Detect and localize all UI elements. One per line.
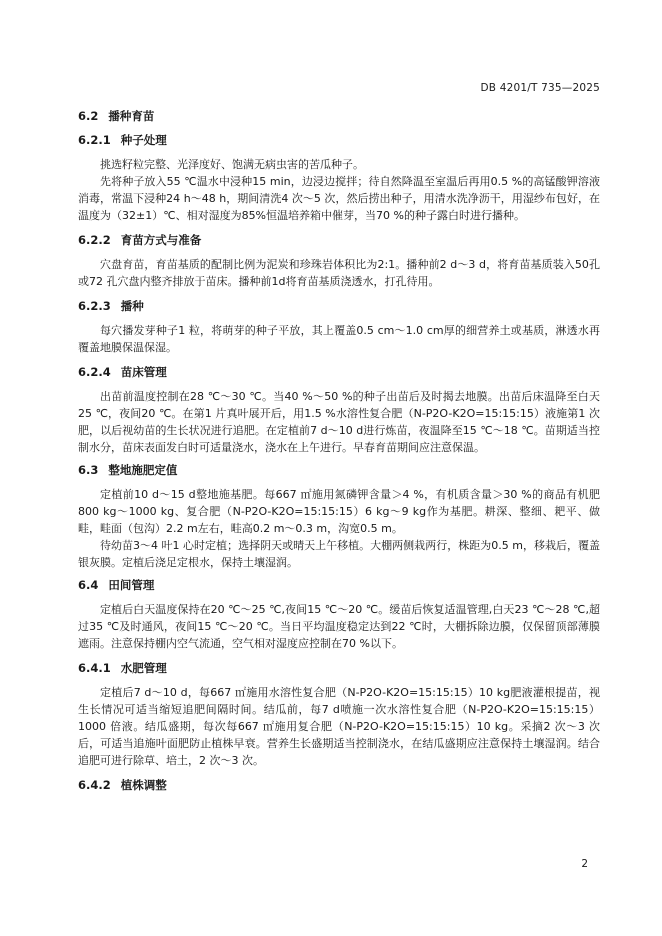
- section-title: 整地施肥定值: [108, 463, 178, 477]
- section-heading: [78, 577, 600, 593]
- section-title: 种子处理: [120, 133, 167, 147]
- paragraph: 挑选籽粒完整、光泽度好、饱满无病虫害的苦瓜种子。: [100, 158, 364, 171]
- paragraph: 每穴播发芽种子1 粒，将萌芽的种子平放，其上覆盖0.5 cm～1.0 cm厚的细营养土或基质，淋透水再覆盖地膜保温保湿。: [78, 324, 600, 354]
- section-heading: [78, 132, 600, 148]
- section-title: 育苗方式与准备: [120, 233, 202, 247]
- paragraph: 先将种子放入55 ℃温水中浸种15 min，边浸边搅拌；待自然降温至室温后再用0.5 %的高锰酸钾溶液消毒，常温下浸种24 h～48 h，期间清洗4 次～5 次，然后捞出种子，用清水洗净沥干，用湿纱布包好，在温度为（32±1）℃、相对湿度为85%恒温培养箱中催芽，当70 %的种子露白时进行播种。: [78, 175, 600, 222]
- section-number: 6.2: [78, 109, 99, 123]
- section-number: 6.2.3: [78, 299, 111, 313]
- section-number: 6.4: [78, 578, 99, 592]
- section-number: 6.4.2: [78, 778, 111, 792]
- section-title: 植株调整: [120, 778, 167, 792]
- section-6-3: [78, 462, 600, 571]
- section-heading: [78, 777, 600, 793]
- paragraph: 出苗前温度控制在28 ℃～30 ℃。当40 %～50 %的种子出苗后及时揭去地膜。出苗后床温降至白天25 ℃，夜间20 ℃。在第1 片真叶展开后，用1.5 %水溶性复合肥（N-P2O-K2O=15:15:15）液施第1 次肥，以后视幼苗的生长状况进行追肥。在定植前7 d～10 d进行炼苗，夜温降至15 ℃～18 ℃。苗期适当控制水分，苗床表面发白时可适量浇水，浇水在上午进行。早春育苗期间应注意保温。: [78, 390, 600, 454]
- section-heading: [78, 108, 600, 124]
- paragraph: 定植前10 d～15 d整地施基肥。每667 ㎡施用氮磷钾含量＞4 %，有机质含量＞30 %的商品有机肥800 kg～1000 kg、复合肥（N-P2O-K2O=15:15:15）6 kg～9 kg作为基肥。耕深、整细、耙平、做畦，畦面（包沟）2.2 m左右，畦高0.2 m～0.3 m，沟宽0.5 m。: [78, 488, 600, 535]
- section-6-2-4: [78, 364, 600, 456]
- paragraph: 穴盘育苗，育苗基质的配制比例为泥炭和珍珠岩体积比为2:1。播种前2 d～3 d，将育苗基质装入50孔或72 孔穴盘内整齐排放于苗床。播种前1d将育苗基质浇透水，打孔待用。: [78, 258, 600, 288]
- section-title: 田间管理: [108, 578, 155, 592]
- section-heading: [78, 364, 600, 380]
- section-heading: [78, 660, 600, 676]
- section-title: 播种育苗: [108, 109, 155, 123]
- section-number: 6.2.2: [78, 233, 111, 247]
- section-6-4-2: [78, 777, 600, 793]
- section-6-4-1: [78, 660, 600, 769]
- paragraph: 待幼苗3～4 叶1 心时定植；选择阴天或晴天上午移植。大棚两侧栽两行，株距为0.5 m，移栽后，覆盖银灰膜。定植后浇足定根水，保持土壤湿润。: [78, 539, 600, 569]
- section-6-2-2: [78, 232, 600, 290]
- section-heading: [78, 232, 600, 248]
- paragraph: 定植后白天温度保持在20 ℃～25 ℃,夜间15 ℃～20 ℃。缓苗后恢复适温管理,白天23 ℃～28 ℃,超过35 ℃及时通风，夜间15 ℃～20 ℃。当日平均温度稳定达到22 ℃时，大棚拆除边膜，仅保留顶部薄膜遮雨。注意保持棚内空气流通，空气相对湿度应控制在70 %以下。: [78, 603, 600, 650]
- section-number: 6.2.4: [78, 365, 111, 379]
- section-heading: [78, 462, 600, 478]
- section-heading: [78, 298, 600, 314]
- section-6-2: [78, 108, 600, 124]
- document-body: [78, 102, 600, 801]
- section-6-2-1: [78, 132, 600, 224]
- paragraph: 定植后7 d～10 d，每667 ㎡施用水溶性复合肥（N-P2O-K2O=15:15:15）10 kg肥液灌根提苗，视生长情况可适当缩短追肥间隔时间。结瓜前，每7 d喷施一次水溶性复合肥（N-P2O-K2O=15:15:15）1000 倍液。结瓜盛期，每次每667 ㎡施用复合肥（N-P2O-K2O=15:15:15）10 kg。采摘2 次～3 次后，可适当追施叶面肥防止植株早衰。营养生长盛期适当控制浇水，在结瓜盛期应注意保持土壤湿润。结合追肥可进行除草、培土，2 次～3 次。: [78, 686, 600, 767]
- page-number: 2: [581, 858, 588, 870]
- section-number: 6.2.1: [78, 133, 111, 147]
- section-title: 播种: [120, 299, 144, 313]
- section-number: 6.4.1: [78, 661, 111, 675]
- section-6-4: [78, 577, 600, 652]
- section-number: 6.3: [78, 463, 99, 477]
- section-title: 苗床管理: [120, 365, 167, 379]
- section-6-2-3: [78, 298, 600, 356]
- section-title: 水肥管理: [120, 661, 167, 675]
- document-id-header: DB 4201/T 735—2025: [480, 82, 600, 94]
